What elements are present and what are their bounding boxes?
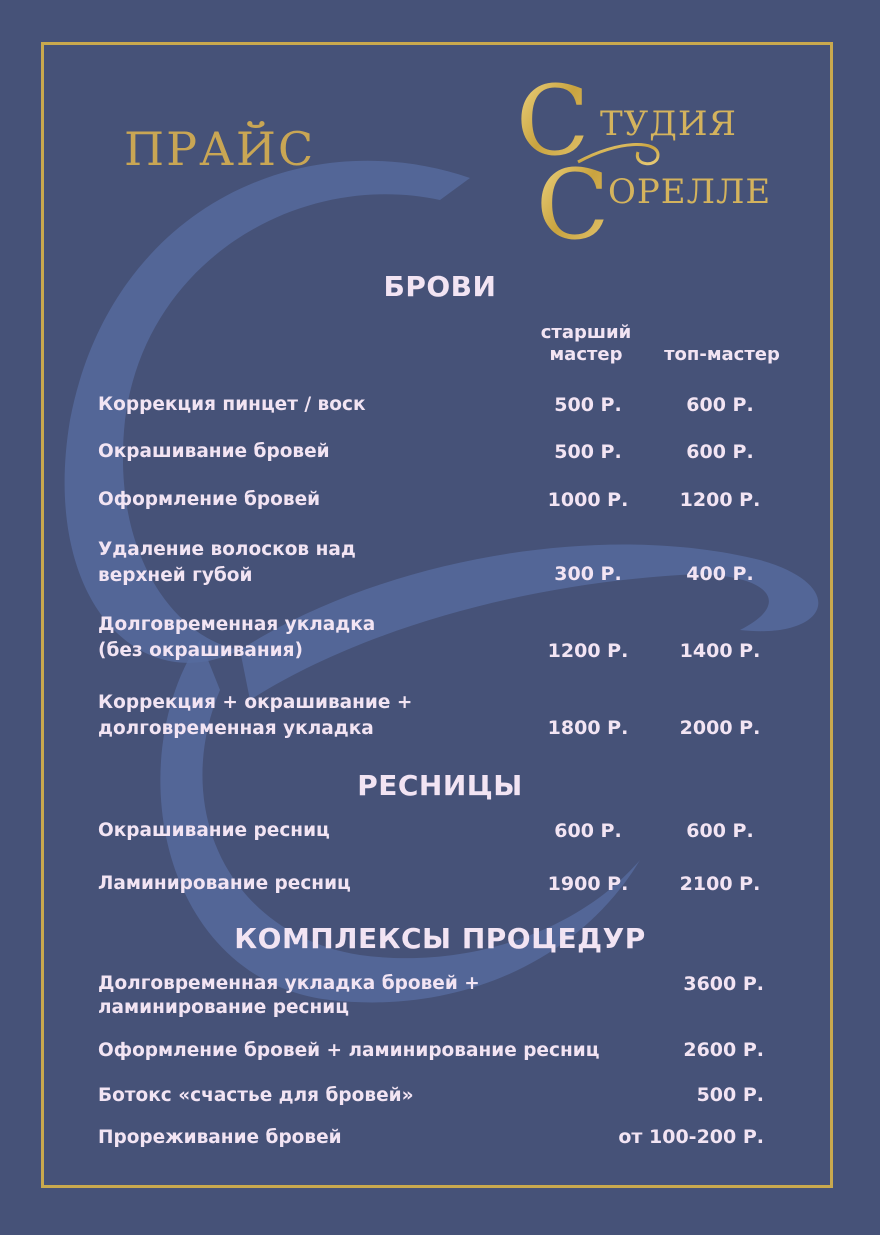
studio-logo [508, 70, 772, 260]
logo-word-studio: ТУДИЯ [600, 104, 737, 144]
service-name: Долговременная укладка (без окрашивания) [98, 614, 376, 661]
price-senior: 500 Р. [554, 394, 622, 416]
service-name: Окрашивание бровей [98, 441, 330, 462]
price-senior: 300 Р. [554, 563, 622, 585]
service-name: Коррекция + окрашивание + долговременная укладка [98, 692, 413, 739]
price-senior: 1800 Р. [547, 717, 629, 739]
price-top: 600 Р. [686, 394, 754, 416]
price-top: 2100 Р. [679, 873, 761, 895]
price-senior: 1000 Р. [547, 489, 629, 511]
section-title-complexes: КОМПЛЕКСЫ ПРОЦЕДУР [234, 922, 646, 955]
service-name: Оформление бровей + ламинирование ресниц [98, 1040, 600, 1061]
price-senior: 1900 Р. [547, 873, 629, 895]
section-title-lashes: РЕСНИЦЫ [357, 769, 523, 802]
service-name: Удаление волосков над верхней губой [98, 539, 356, 586]
price: 2600 Р. [683, 1039, 764, 1061]
price-top: 400 Р. [686, 563, 754, 585]
price: от 100-200 Р. [618, 1126, 764, 1148]
price-senior: 600 Р. [554, 820, 622, 842]
service-name: Оформление бровей [98, 489, 321, 510]
service-name: Коррекция пинцет / воск [98, 394, 366, 415]
service-name: Долговременная укладка бровей + ламинирование ресниц [98, 973, 480, 1018]
column-header-top: топ-мастер [664, 344, 780, 365]
svg-text:С: С [516, 70, 590, 177]
service-name: Прореживание бровей [98, 1127, 342, 1148]
logo-letters-icon [508, 70, 768, 260]
logo-word-sorelle: ОРЕЛЛЕ [608, 172, 772, 212]
price-title: ПРАЙС [124, 122, 316, 176]
price-top: 1200 Р. [679, 489, 761, 511]
service-name: Ламинирование ресниц [98, 873, 351, 894]
price-top: 2000 Р. [679, 717, 761, 739]
price-top: 1400 Р. [679, 640, 761, 662]
price-senior: 500 Р. [554, 441, 622, 463]
svg-text:С: С [536, 149, 610, 260]
price-top: 600 Р. [686, 441, 754, 463]
price-top: 600 Р. [686, 820, 754, 842]
price: 500 Р. [696, 1084, 764, 1106]
service-name: Окрашивание ресниц [98, 820, 330, 841]
price: 3600 Р. [683, 973, 764, 995]
section-title-brows: БРОВИ [383, 270, 497, 303]
price-senior: 1200 Р. [547, 640, 629, 662]
service-name: Ботокс «счастье для бровей» [98, 1085, 414, 1106]
column-header-senior: старший мастер [540, 322, 632, 365]
